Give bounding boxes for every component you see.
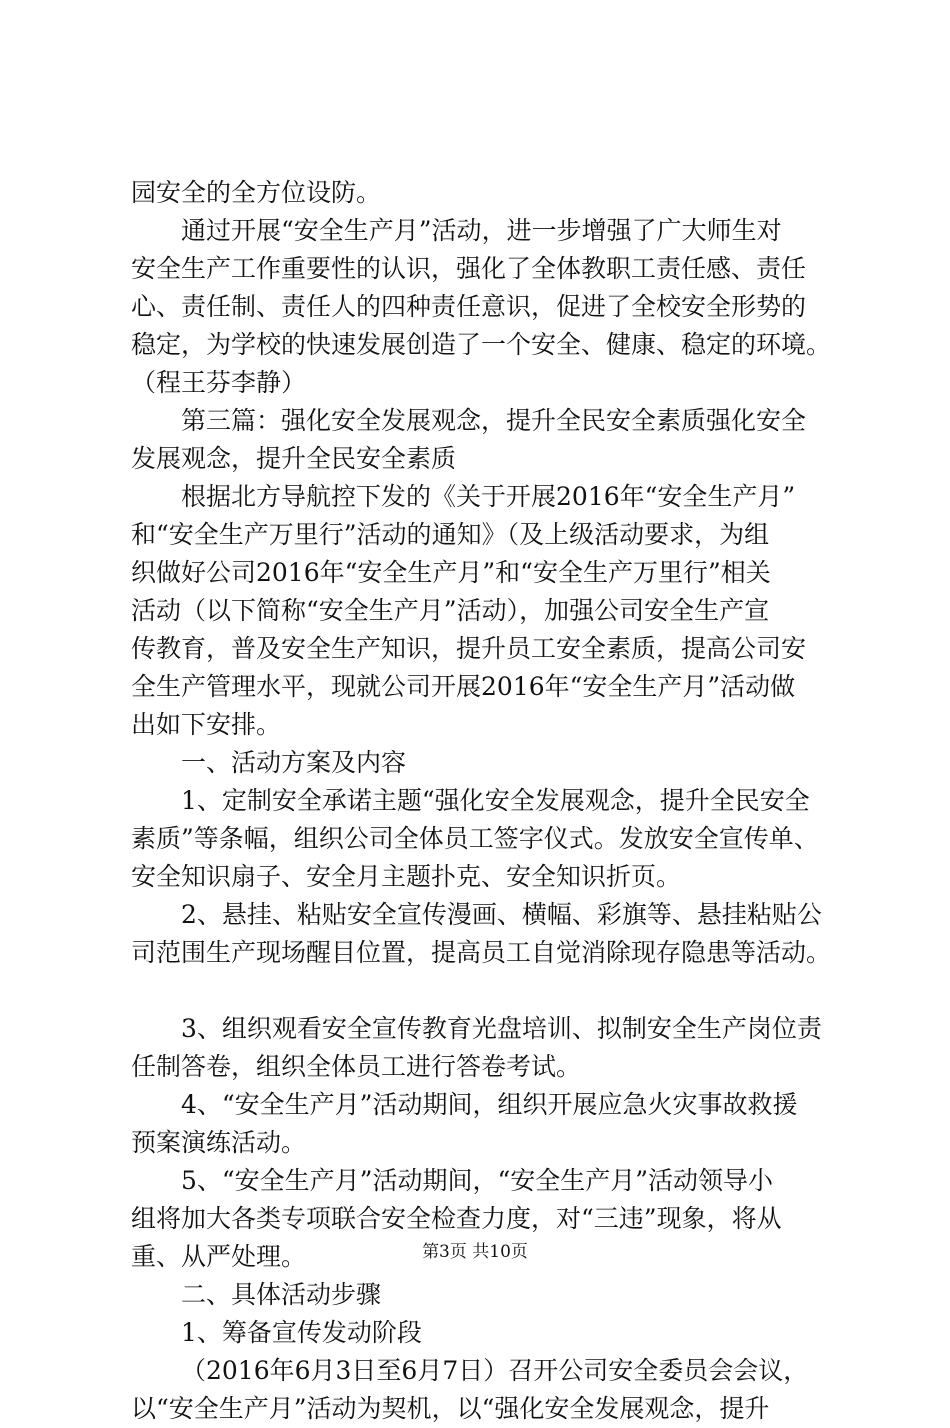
text-line: 园安全的全方位设防。 <box>131 178 382 207</box>
text-line: 心、责任制、责任人的四种责任意识，促进了全校安全形势的 <box>131 292 807 321</box>
text-line: 素质”等条幅，组织公司全体员工签字仪式。发放安全宣传单、 <box>131 824 819 853</box>
blank-line <box>131 972 837 1010</box>
text-line: 安全知识扇子、安全月主题扑克、安全知识折页。 <box>131 862 682 891</box>
text-line: 和“安全生产万里行”活动的通知》（及上级活动要求，为组 <box>131 520 770 549</box>
list-item: 1、筹备宣传发动阶段 <box>181 1318 422 1347</box>
text-line: 预案演练活动。 <box>131 1128 307 1157</box>
text-line: （2016年6月3日至6月7日）召开公司安全委员会会议， <box>181 1356 809 1385</box>
list-heading: 一、活动方案及内容 <box>181 748 407 777</box>
text-line: 根据北方导航控下发的《关于开展2016年“安全生产月” <box>181 482 796 511</box>
text-line: 活动（以下简称“安全生产月”活动），加强公司安全生产宣 <box>131 596 770 625</box>
list-item: 2、悬挂、粘贴安全宣传漫画、横幅、彩旗等、悬挂粘贴公 <box>181 900 822 929</box>
text-line: 司范围生产现场醒目位置，提高员工自觉消除现存隐患等活动。 <box>131 938 832 967</box>
text-line: （程王芬李静） <box>131 368 307 397</box>
text-line: 全生产管理水平，现就公司开展2016年“安全生产月”活动做 <box>131 672 796 701</box>
text-line: 出如下安排。 <box>131 710 282 739</box>
text-line: 稳定，为学校的快速发展创造了一个安全、健康、稳定的环境。 <box>131 330 832 359</box>
text-line: 重、从严处理。 <box>131 1242 307 1271</box>
section-heading: 发展观念，提升全民安全素质 <box>131 444 457 473</box>
text-line: 以“安全生产月”活动为契机，以“强化安全发展观念，提升 <box>131 1394 770 1423</box>
text-line: 安全生产工作重要性的认识，强化了全体教职工责任感、责任 <box>131 254 807 283</box>
list-heading: 二、具体活动步骤 <box>181 1280 382 1309</box>
list-item: 5、“安全生产月”活动期间，“安全生产月”活动领导小 <box>181 1166 774 1195</box>
list-item: 1、定制安全承诺主题“强化安全发展观念，提升全民安全 <box>181 786 810 815</box>
section-heading: 第三篇：强化安全发展观念，提升全民安全素质强化安全 <box>181 406 807 435</box>
text-line: 任制答卷，组织全体员工进行答卷考试。 <box>131 1052 582 1081</box>
list-item: 3、组织观看安全宣传教育光盘培训、拟制安全生产岗位责 <box>181 1014 822 1043</box>
text-line: 组将加大各类专项联合安全检查力度，对“三违”现象，将从 <box>131 1204 782 1233</box>
text-line: 通过开展“安全生产月”活动，进一步增强了广大师生对 <box>181 216 782 245</box>
list-item: 4、“安全生产月”活动期间，组织开展应急火灾事故救援 <box>181 1090 798 1119</box>
text-line: 传教育，普及安全生产知识，提升员工安全素质，提高公司安 <box>131 634 807 663</box>
page-footer <box>0 1240 950 1264</box>
page-number: 第3页 共10页 <box>422 1242 528 1262</box>
text-line: 织做好公司2016年“安全生产月”和“安全生产万里行”相关 <box>131 558 771 587</box>
